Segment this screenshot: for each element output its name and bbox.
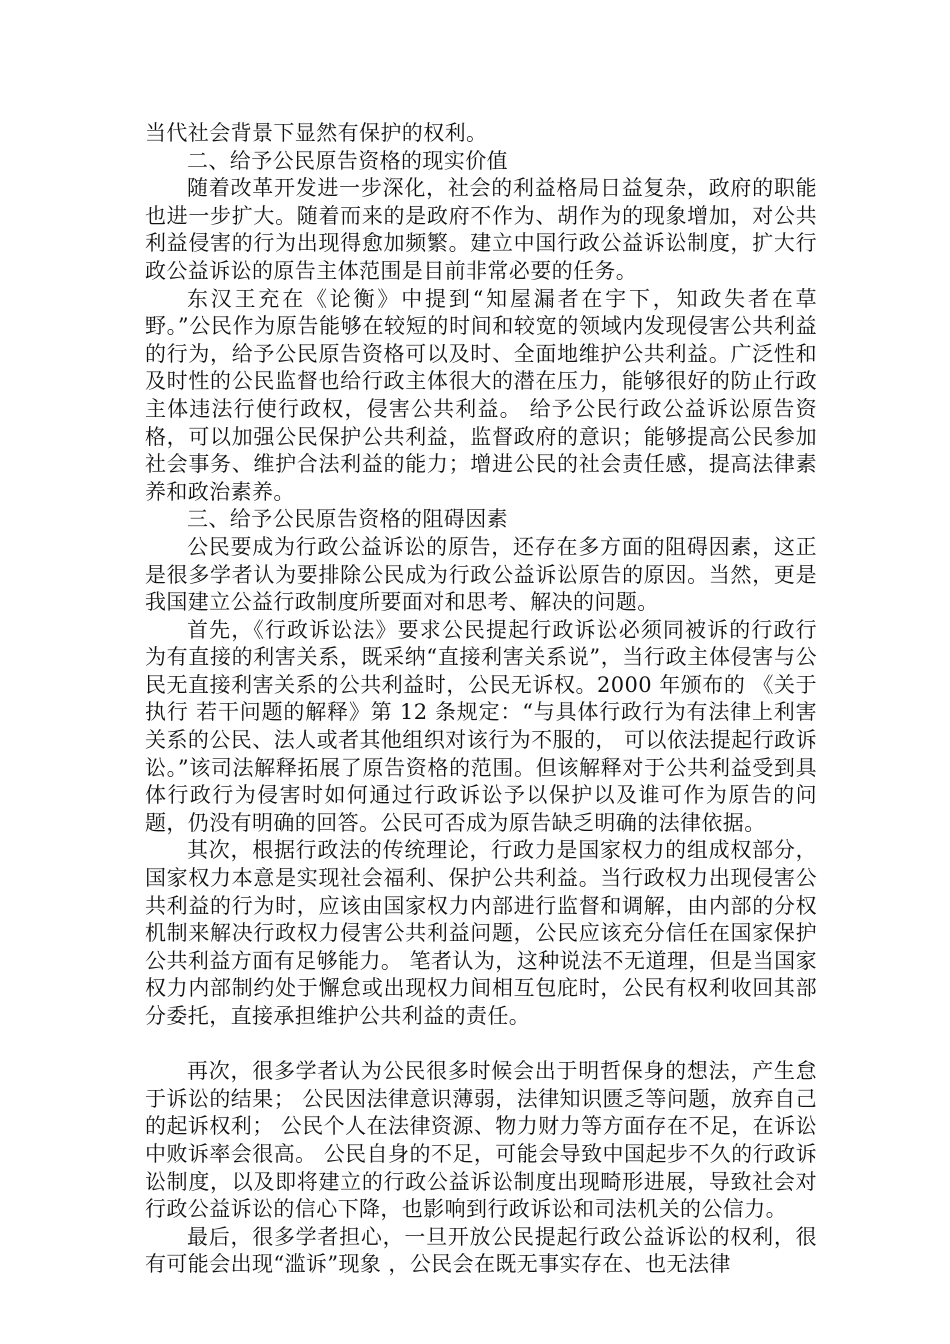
body-paragraph: 其次，根据行政法的传统理论，行政力是国家权力的组成权部分，国家权力本意是实现社会福利、保护公共利益。当行政权力出现侵害公共利益的行为时，应该由国家权力内部进行监督和调解，由内部的分权机制来解决行政权力侵害公共利益问题，公民应该充分信任在国家保护公共利益方面有足够能力。 笔者认为，这种说法不无道理，但是当国家权力内部制约处于懈怠或出现权力间相互包庇时，公民有权利收回其部分委托，直接承担维护公共利益的责任。 <box>145 838 817 1028</box>
paragraph-continuation: 当代社会背景下显然有保护的权利。 <box>145 121 488 145</box>
body-paragraph: 首先，《行政诉讼法》要求公民提起行政诉讼必须同被诉的行政行为有直接的利害关系，既采纳“直接利害关系说”，当行政主体侵害与公民无直接利害关系的公共利益时，公民无诉权。2000 年颁布的 《关于执行 若干问题的解释》第 12 条规定：“与具体行政行为有法律上利害关系的公民、法人或者其他组织对该行为不服的， 可以依法提起行政诉讼。”该司法解释拓展了原告资格的范围。但该解释对于公共利益受到具体行政行为侵害时如何通过行政诉讼予以保护以及谁可作为原告的问题，仍没有明确的回答。公民可否成为原告缺乏明确的法律依据。 <box>145 617 817 835</box>
document-page <box>145 120 817 1279</box>
section-heading-3: 三、给予公民原告资格的阻碍因素 <box>187 507 508 532</box>
body-paragraph: 公民要成为行政公益诉讼的原告，还存在多方面的阻碍因素，这正是很多学者认为要排除公民成为行政公益诉讼原告的原因。当然，更是我国建立公益行政制度所要面对和思考、解决的问题。 <box>145 534 817 615</box>
section-heading-2: 二、给予公民原告资格的现实价值 <box>187 148 508 173</box>
body-paragraph: 最后，很多学者担心，一旦开放公民提起行政公益诉讼的权利，很有可能会出现“滥诉”现象 ，公民会在既无事实存在、也无法律 <box>145 1224 817 1277</box>
body-paragraph: 东汉王充在《论衡》中提到“知屋漏者在宇下，知政失者在草野。”公民作为原告能够在较短的时间和较宽的领域内发现侵害公共利益的行为，给予公民原告资格可以及时、全面地维护公共利益。广泛性和及时性的公民监督也给行政主体很大的潜在压力，能够很好的防止行政主体违法行使行政权，侵害公共利益。 给予公民行政公益诉讼原告资格，可以加强公民保护公共利益，监督政府的意识；能够提高公民参加社会事务、维护合法利益的能力；增进公民的社会责任感，提高法律素养和政治素养。 <box>145 286 817 504</box>
body-paragraph: 随着改革开发进一步深化，社会的利益格局日益复杂，政府的职能也进一步扩大。随着而来的是政府不作为、胡作为的现象增加，对公共利益侵害的行为出现得愈加频繁。建立中国行政公益诉讼制度，扩大行政公益诉讼的原告主体范围是目前非常必要的任务。 <box>145 176 817 283</box>
body-paragraph: 再次，很多学者认为公民很多时候会出于明哲保身的想法，产生怠于诉讼的结果； 公民因法律意识薄弱，法律知识匮乏等问题，放弃自己的起诉权利； 公民个人在法律资源、物力财力等方面存在不足，在诉讼中败诉率会很高。 公民自身的不足，可能会导致中国起步不久的行政诉讼制度，以及即将建立的行政公益诉讼制度出现畸形进展，导致社会对行政公益诉讼的信心下降，也影响到行政诉讼和司法机关的公信力。 <box>145 1059 817 1222</box>
